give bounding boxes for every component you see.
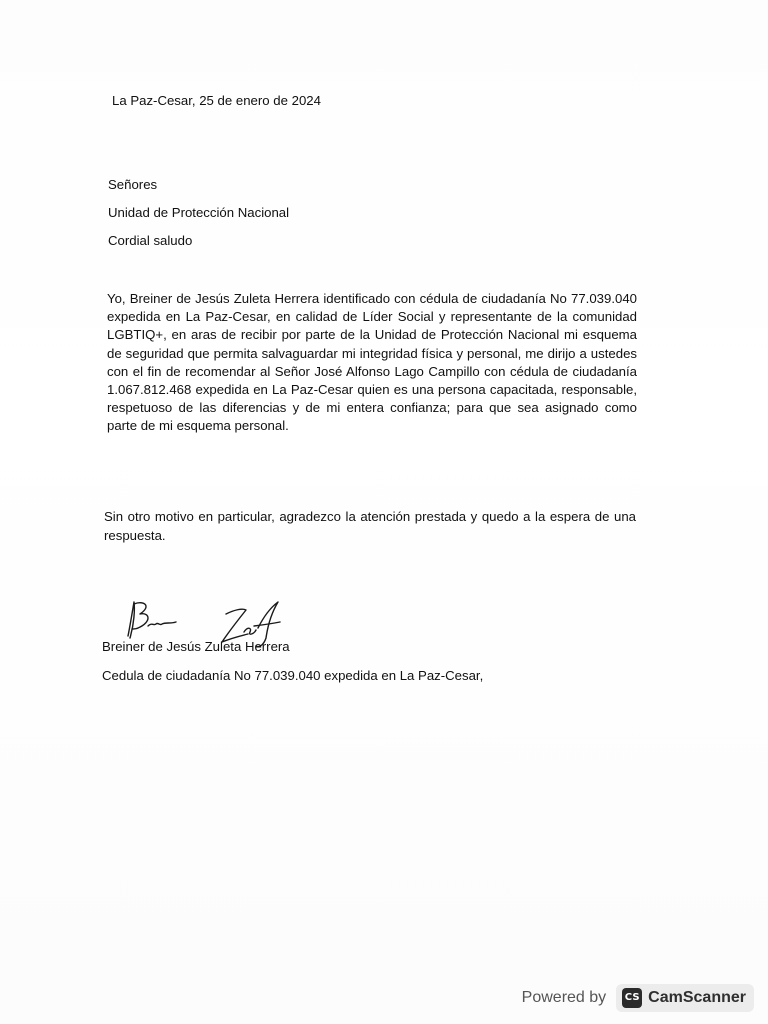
camscanner-logo-icon: CS bbox=[622, 988, 642, 1008]
signer-id: Cedula de ciudadanía No 77.039.040 expedida en La Paz-Cesar, bbox=[102, 668, 484, 683]
salutation-organization: Unidad de Protección Nacional bbox=[108, 205, 290, 220]
letter-body: Yo, Breiner de Jesús Zuleta Herrera identificado con cédula de ciudadanía No 77.039.040 expedida en La Paz-Cesar, en calidad de Líder Social y representante de la comunidad LGBTIQ+, en aras de recibir por parte de la Unidad de Protección Nacional mi esquema de seguridad que permita salvaguardar mi integridad física y personal, me dirijo a ustedes con el fin de recomendar al Señor José Alfonso Lago Campillo con cédula de ciudadanía 1.067.812.468 expedida en La Paz-Cesar quien es una persona capacitada, responsable, respetuoso de las diferencias y de mi entera confianza; para que sea asignado como parte de mi esquema personal. bbox=[107, 291, 637, 434]
letter-date: La Paz-Cesar, 25 de enero de 2024 bbox=[112, 93, 321, 108]
salutation-greeting: Cordial saludo bbox=[108, 233, 193, 248]
powered-by-label: Powered by bbox=[521, 989, 607, 1006]
camscanner-badge bbox=[616, 984, 754, 1012]
camscanner-brand: CamScanner bbox=[648, 989, 746, 1006]
salutation-recipient: Señores bbox=[108, 177, 158, 192]
camscanner-watermark bbox=[522, 982, 754, 1014]
letter-closing: Sin otro motivo en particular, agradezco la atención prestada y quedo a la espera de una respuesta. bbox=[104, 509, 636, 543]
signer-name: Breiner de Jesús Zuleta Herrera bbox=[102, 639, 290, 654]
